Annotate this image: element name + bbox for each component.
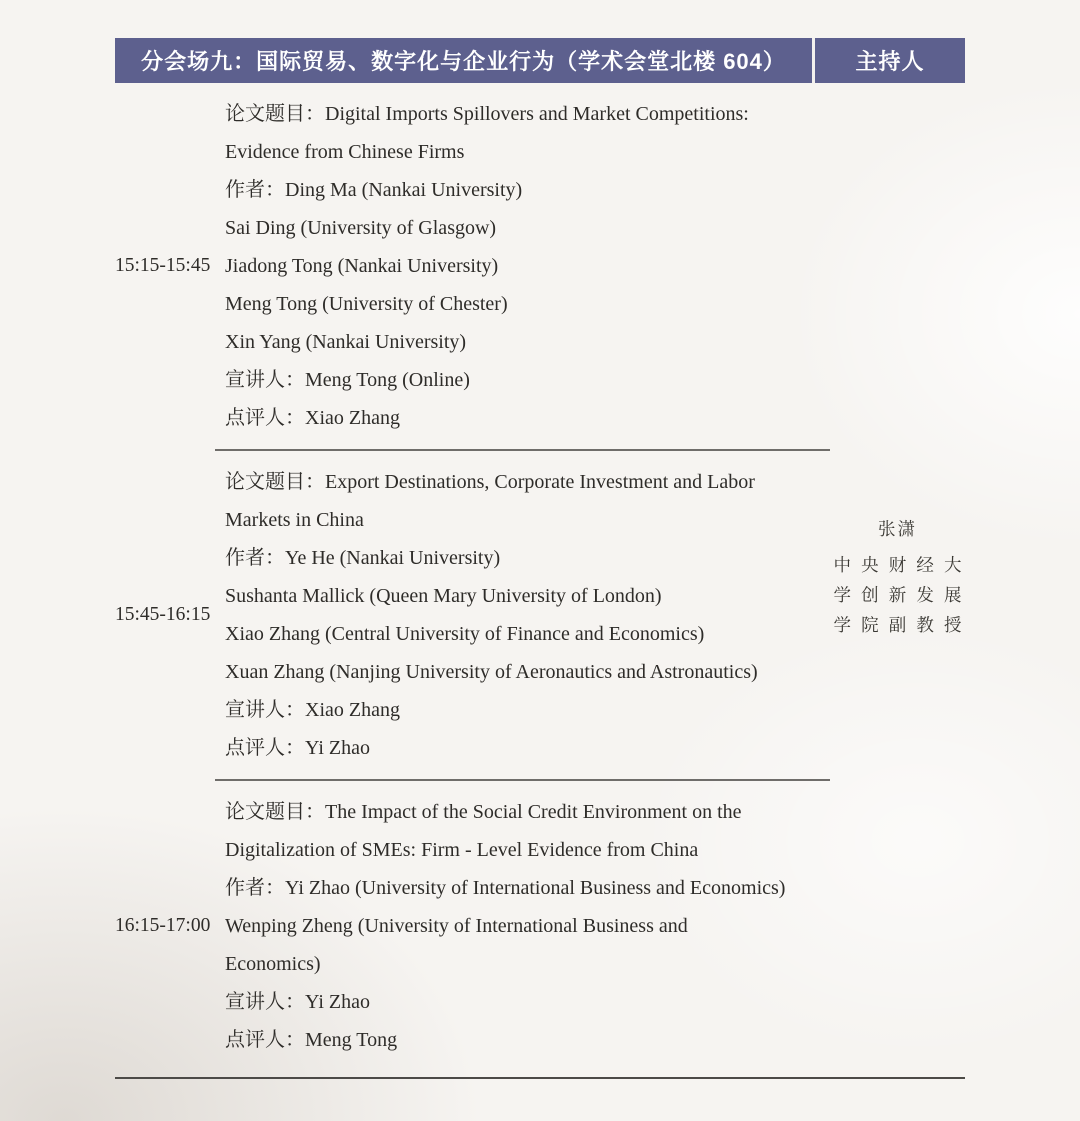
paper-title-line: 论文题目：Digital Imports Spillovers and Market Competitions:: [225, 103, 749, 125]
session-block-2: [115, 451, 830, 779]
authors-line: Meng Tong (University of Chester): [225, 293, 508, 315]
discussant-line: 点评人：Xiao Zhang: [225, 407, 400, 429]
presenter-line: 宣讲人：Meng Tong (Online): [225, 369, 470, 391]
authors-line: Economics): [225, 953, 321, 975]
session-title: 分会场九：国际贸易、数字化与企业行为（学术会堂北楼 604）: [115, 38, 815, 83]
sessions-column: [115, 83, 830, 1071]
schedule-content: [115, 83, 965, 1071]
session-2-details: [215, 463, 830, 767]
chair-name: 张潇: [878, 519, 917, 539]
paper-title-line: 论文题目：The Impact of the Social Credit Environment on the: [225, 801, 742, 823]
discussant-line: 点评人：Yi Zhao: [225, 737, 370, 759]
authors-line: Xuan Zhang (Nanjing University of Aeronautics and Astronautics): [225, 661, 758, 683]
session-3-details: [215, 793, 830, 1059]
presenter-line: 宣讲人：Yi Zhao: [225, 991, 370, 1013]
authors-line: Xiao Zhang (Central University of Finance and Economics): [225, 623, 705, 645]
session-2-time: 15:45-16:15: [115, 604, 211, 625]
presenter-line: 宣讲人：Xiao Zhang: [225, 699, 400, 721]
session-1-details: [215, 95, 830, 437]
chair-affiliation-line: 中央财经大: [833, 555, 962, 575]
paper-title-line: Evidence from Chinese Firms: [225, 141, 465, 163]
authors-line: 作者：Yi Zhao (University of International Business and Economics): [225, 877, 786, 899]
discussant-line: 点评人：Meng Tong: [225, 1029, 398, 1051]
bottom-divider: [115, 1077, 965, 1079]
session-block-1: [115, 83, 830, 449]
chair-info: [830, 83, 965, 1071]
session-1-time: 15:15-15:45: [115, 255, 211, 276]
session-block-3: [115, 781, 830, 1071]
paper-title-line: Digitalization of SMEs: Firm - Level Evidence from China: [225, 839, 699, 861]
chair-affiliation-line: 学院副教授: [833, 615, 962, 635]
session-header-bar: [115, 38, 965, 83]
paper-title-line: 论文题目：Export Destinations, Corporate Investment and Labor: [225, 471, 755, 493]
authors-line: Xin Yang (Nankai University): [225, 331, 467, 353]
chair-affiliation-line: 学创新发展: [833, 585, 962, 605]
authors-line: Jiadong Tong (Nankai University): [225, 255, 499, 277]
paper-title-line: Markets in China: [225, 509, 364, 531]
authors-line: Sushanta Mallick (Queen Mary University of London): [225, 585, 662, 607]
authors-line: Wenping Zheng (University of International Business and: [225, 915, 688, 937]
authors-line: Sai Ding (University of Glasgow): [225, 217, 497, 239]
authors-line: 作者：Ye He (Nankai University): [225, 547, 501, 569]
session-3-time: 16:15-17:00: [115, 915, 211, 936]
chair-column-header: 主持人: [855, 49, 925, 74]
authors-line: 作者：Ding Ma (Nankai University): [225, 179, 523, 201]
